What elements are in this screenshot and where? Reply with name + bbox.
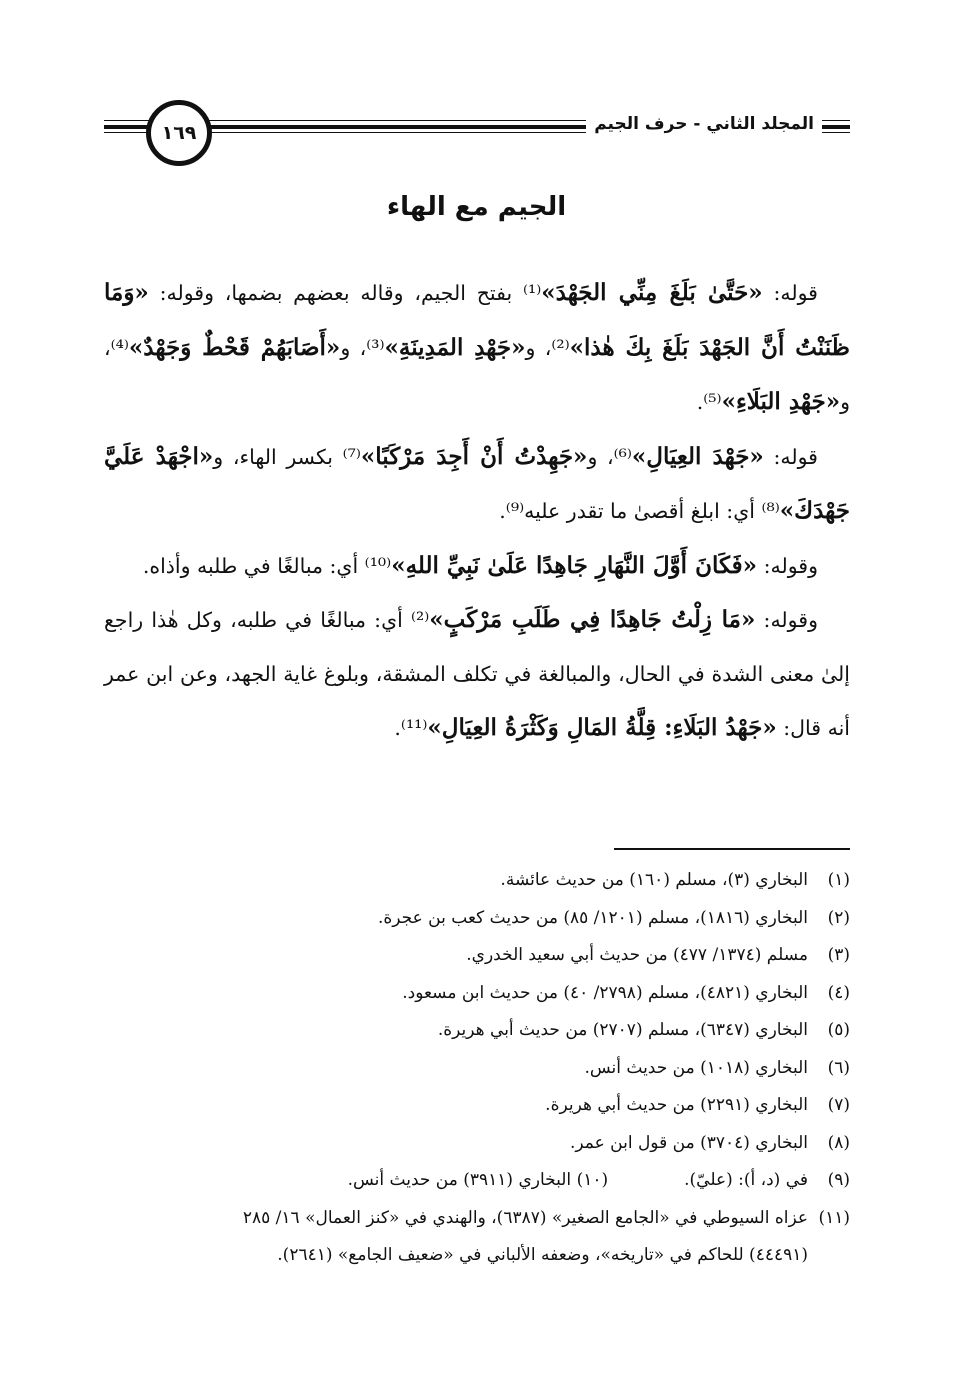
footnote-text: البخاري (٣٧٠٤) من قول ابن عمر. bbox=[570, 1132, 808, 1153]
footnote-item bbox=[104, 975, 850, 1013]
footnote-number: (٩) bbox=[827, 1170, 850, 1190]
hadith-quote: «جَهِدْتُ أَنْ أَجِدَ مَرْكَبًا» bbox=[360, 442, 588, 470]
footnote-separator bbox=[614, 848, 850, 850]
hadith-quote: «جَهْدِ المَدِينَةِ» bbox=[384, 333, 526, 361]
commentary-text: ⁽⁵⁾. bbox=[696, 390, 722, 414]
footnote-item bbox=[104, 1200, 850, 1238]
footnote-pair bbox=[104, 1162, 850, 1200]
running-title: المجلد الثاني - حرف الجيم bbox=[586, 114, 822, 134]
footnote-number: (٤) bbox=[827, 982, 850, 1003]
footnote-number: (٣) bbox=[827, 945, 850, 965]
footnote-text: البخاري (١٠١٨) من حديث أنس. bbox=[584, 1057, 808, 1078]
footnote-number: (١٠) bbox=[576, 1170, 609, 1190]
commentary-text: ⁽³⁾، و bbox=[340, 335, 385, 360]
commentary-text: قوله: bbox=[762, 281, 818, 305]
footnote-number: (١) bbox=[827, 870, 850, 890]
commentary-text: ⁽²⁾ أي: مبالغًا في طلبه، وكل هٰذا راجع إلىٰ معنى الشدة في الحال، والمبالغة في تكلف المشقة، وبلوغ غاية الجهد، وعن ابن عمر أنه قال: bbox=[104, 608, 850, 740]
commentary-text: ⁽¹⁰⁾ أي: مبالغًا في طلبه وأذاه. bbox=[142, 553, 392, 578]
hadith-quote: «اجْهَدْ عَلَيَّ جَهْدَكَ» bbox=[104, 442, 850, 524]
footnote-item bbox=[104, 1125, 850, 1163]
footnote-item bbox=[104, 900, 850, 938]
paragraph bbox=[104, 539, 850, 594]
footnote-number: (٧) bbox=[827, 1095, 850, 1115]
hadith-quote: «جَهْدُ البَلَاءِ: قِلَّةُ المَالِ وَكَثْرَةُ العِيَالِ» bbox=[427, 714, 777, 741]
footnote-continuation: (٤٤٤٩١) للحاكم في «تاريخه»، وضعفه الألباني في «ضعيف الجامع» (٢٦٤١). bbox=[277, 1245, 808, 1265]
footnote-number: (١١) bbox=[818, 1207, 850, 1228]
footnote-text: في (د، أ): (عليّ). bbox=[684, 1170, 808, 1190]
hadith-quote: «وَمَا ظَنَنْتُ أَنَّ الجَهْدَ بَلَغَ بِكَ هٰذا» bbox=[104, 279, 850, 361]
footnote-item bbox=[104, 862, 850, 900]
paragraph bbox=[104, 430, 850, 539]
hadith-quote: «فَكَانَ أَوَّلَ النَّهَارِ جَاهِدًا عَلَىٰ نَبِيِّ اللهِ» bbox=[391, 551, 758, 579]
commentary-text: ⁽¹⁾ بفتح الجيم، وقاله بعضهم بضمها، وقوله: bbox=[148, 281, 542, 305]
footnote-number: (٦) bbox=[827, 1057, 850, 1078]
main-text bbox=[104, 266, 850, 756]
footnote-text: البخاري (٤٨٢١)، مسلم (٢٧٩٨/ ٤٠) من حديث ابن مسعود. bbox=[402, 982, 808, 1003]
page-header bbox=[104, 92, 850, 172]
footnote-item bbox=[104, 937, 850, 975]
commentary-text: ⁽⁸⁾ أي: ابلغ أقصىٰ ما تقدر عليه⁽⁹⁾. bbox=[499, 499, 780, 523]
footnote-list bbox=[104, 862, 850, 1162]
hadith-quote: «أَصَابَهُمْ قَحْطٌ وَجَهْدٌ» bbox=[128, 333, 341, 361]
commentary-text: ⁽¹¹⁾. bbox=[394, 716, 428, 740]
footnote-text: البخاري (٦٣٤٧)، مسلم (٢٧٠٧) من حديث أبي هريرة. bbox=[437, 1020, 808, 1040]
hadith-quote: «حَتَّىٰ بَلَغَ مِنِّي الجَهْدَ» bbox=[541, 279, 763, 306]
commentary-text: ⁽²⁾، و bbox=[525, 335, 570, 360]
footnote-text: عزاه السيوطي في «الجامع الصغير» (٦٣٨٧)، والهندي في «كنز العمال» ١٦/ ٢٨٥ bbox=[242, 1207, 808, 1228]
hadith-quote: «مَا زِلْتُ جَاهِدًا فِي طَلَبِ مَرْكَبٍ» bbox=[429, 606, 756, 633]
commentary-text: وقوله: bbox=[757, 553, 818, 578]
footnote-text: البخاري (٣)، مسلم (١٦٠) من حديث عائشة. bbox=[500, 870, 808, 890]
footnotes bbox=[104, 862, 850, 1275]
footnote-item bbox=[104, 1087, 850, 1125]
footnote-item bbox=[104, 1012, 850, 1050]
commentary-text: ⁽⁶⁾، و bbox=[587, 444, 632, 469]
hadith-quote: «جَهْدَ العِيَالِ» bbox=[631, 442, 764, 470]
paragraph bbox=[104, 266, 850, 430]
footnote-number: (٥) bbox=[827, 1020, 850, 1040]
page-number-badge bbox=[146, 100, 212, 166]
commentary-text: ⁽⁷⁾ بكسر الهاء، و bbox=[213, 444, 361, 469]
commentary-text: قوله: bbox=[763, 444, 818, 469]
paragraph bbox=[104, 593, 850, 756]
footnote-text: البخاري (١٨١٦)، مسلم (١٢٠١/ ٨٥) من حديث كعب بن عجرة. bbox=[377, 907, 808, 928]
footnote-text: البخاري (٣٩١١) من حديث أنس. bbox=[347, 1170, 572, 1190]
page-number: ١٦٩ bbox=[161, 122, 197, 144]
footnote-text: مسلم (١٣٧٤/ ٤٧٧) من حديث أبي سعيد الخدري. bbox=[466, 945, 808, 965]
footnote-number: (٨) bbox=[827, 1132, 850, 1153]
commentary-text: وقوله: bbox=[755, 608, 818, 632]
commentary-text: ⁽⁴⁾، و bbox=[104, 335, 850, 414]
section-title: الجيم مع الهاء bbox=[386, 192, 567, 222]
footnote-item bbox=[104, 1050, 850, 1088]
footnote-number: (٢) bbox=[827, 907, 850, 928]
hadith-quote: «جَهْدِ البَلَاءِ» bbox=[721, 388, 841, 415]
footnote-text: البخاري (٢٢٩١) من حديث أبي هريرة. bbox=[545, 1095, 808, 1115]
